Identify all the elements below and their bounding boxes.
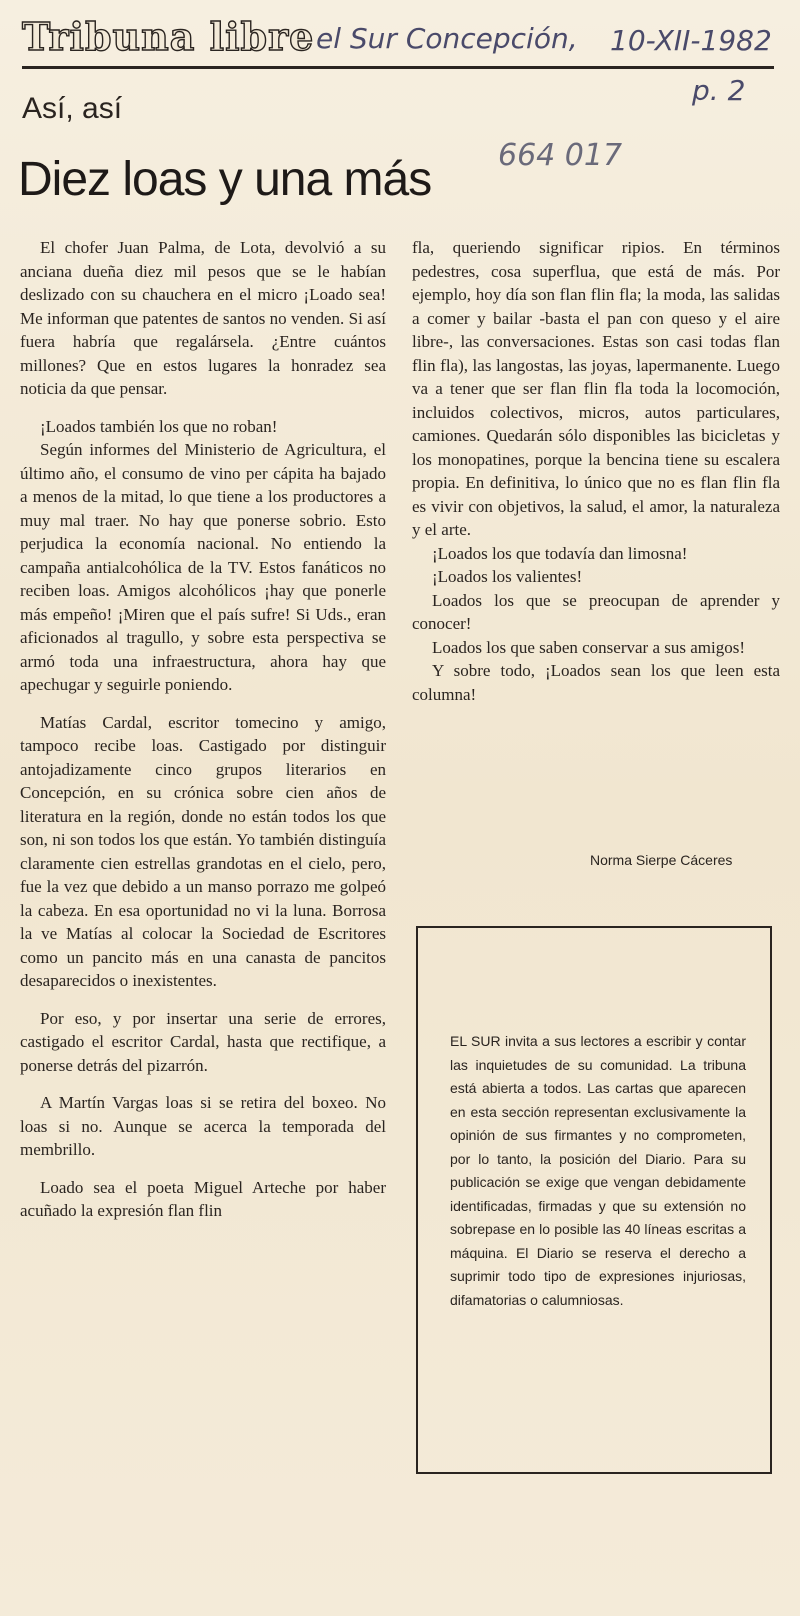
- notice-box: [416, 926, 772, 1474]
- paragraph: Loados los que saben conservar a sus amigos!: [432, 637, 746, 657]
- paragraph: Loado sea el poeta Miguel Arteche por haber acuñado la expresión flan flin: [20, 1177, 386, 1220]
- handwritten-page: p. 2: [692, 74, 746, 107]
- article-kicker: Así, así: [22, 92, 123, 125]
- paragraph: El chofer Juan Palma, de Lota, devolvió a su anciana dueña diez mil pesos que se le habían deslizado con su chauchera en el micro ¡Loado sea! Me informan que patentes de santos no venden. Si así fuera habría que regalársela. ¿Entre cuántos millones? Que en estos lugares la honradez sea noticia da que pensar.: [20, 238, 386, 398]
- paragraph: ¡Loados también los que no roban!: [40, 416, 278, 436]
- paragraph: Matías Cardal, escritor tomecino y amigo, tampoco recibe loas. Castigado por distinguir antojadizamente cinco grupos literarios en Concepción, en su crónica sobre cien años de literatura en la región, donde no están todos los que son, ni son todos los que están. Yo también distinguía claramente cien estrellas grandotas en el cielo, pero, fue la vez que debido a un manso porrazo me golpeó la cabeza. En esa oportunidad no vi la luna. Borrosa la ve Matías al colocar la Sociedad de Escritores como un pancito más en una canasta de pancitos desaparecidos o inexistentes.: [20, 712, 386, 990]
- section-masthead: Tribuna libre: [22, 14, 315, 59]
- paragraph: ¡Loados los valientes!: [432, 567, 583, 586]
- paragraph: Por eso, y por insertar una serie de errores, castigado el escritor Cardal, hasta que rectifique, a ponerse detrás del pizarrón.: [20, 1008, 386, 1075]
- right-column: [412, 236, 780, 706]
- left-column: [20, 236, 386, 1223]
- paragraph: A Martín Vargas loas si se retira del boxeo. No loas si no. Aunque se acerca la temporada del membrillo.: [20, 1093, 386, 1159]
- handwritten-reference: 664 017: [498, 138, 623, 173]
- notice-text: EL SUR invita a sus lectores a escribir y contar las inquietudes de su comunidad. La tribuna está abierta a todos. Las cartas que aparecen en esta sección representan exclusivamente la opinión de sus firmantes y no comprometen, por lo tanto, la posición del Diario. Para su publicación se exige que vengan debidamente identificadas, firmadas y que su extensión no sobrepase en lo posible las 40 líneas escritas a máquina. El Diario se reserva el derecho a suprimir todo tipo de expresiones injuriosas, difamatorias o calumniosas.: [450, 1033, 746, 1308]
- paragraph: Según informes del Ministerio de Agricultura, el último año, el consumo de vino per cápita ha bajado a menos de la mitad, lo que tiene a los productores a muy mal traer. No hay que ponerse sobrio. Esto perjudica la economía nacional. No entiendo la campaña antialcohólica de la TV. Estos fanáticos no reciben loas. Amigos alcohólicos ¡hay que ponerle más empeño! ¡Miren que el país sufre! Si Uds., eran aficionados al tragullo, y sobre esta perspectiva se armó toda una infraestructura, ahora hay que apechugar y seguirle poniendo.: [20, 440, 386, 694]
- masthead-rule: [22, 66, 774, 69]
- article-title: Diez loas y una más: [18, 153, 432, 206]
- handwritten-source: el Sur Concepción,: [316, 22, 578, 55]
- author-signature: Norma Sierpe Cáceres: [590, 852, 733, 868]
- handwritten-date: 10-XII-1982: [610, 24, 772, 57]
- paragraph: fla, queriendo significar ripios. En términos pedestres, cosa superflua, que está de más. Por ejemplo, hoy día son flan flin fla; la moda, las salidas a comer y bailar -basta el pan con queso y el aire libre-, las conversaciones. Estas son casi todas flan flin fla), las langostas, las joyas, lapermanente. Luego va a tener que ser flan flin fla toda la locomoción, incluidos colectivos, micros, autos particulares, camiones. Quedarán sólo disponibles las bicicletas y los monopatines, porque la bencina tiene su escalera propia. En definitiva, lo único que no es flan flin fla es vivir con objetivos, la salud, el amor, la naturaleza y el arte.: [412, 238, 780, 539]
- paragraph: Loados los que se preocupan de aprender y conocer!: [412, 590, 780, 633]
- paragraph: ¡Loados los que todavía dan limosna!: [432, 543, 688, 563]
- paragraph: Y sobre todo, ¡Loados sean los que leen esta columna!: [412, 661, 780, 704]
